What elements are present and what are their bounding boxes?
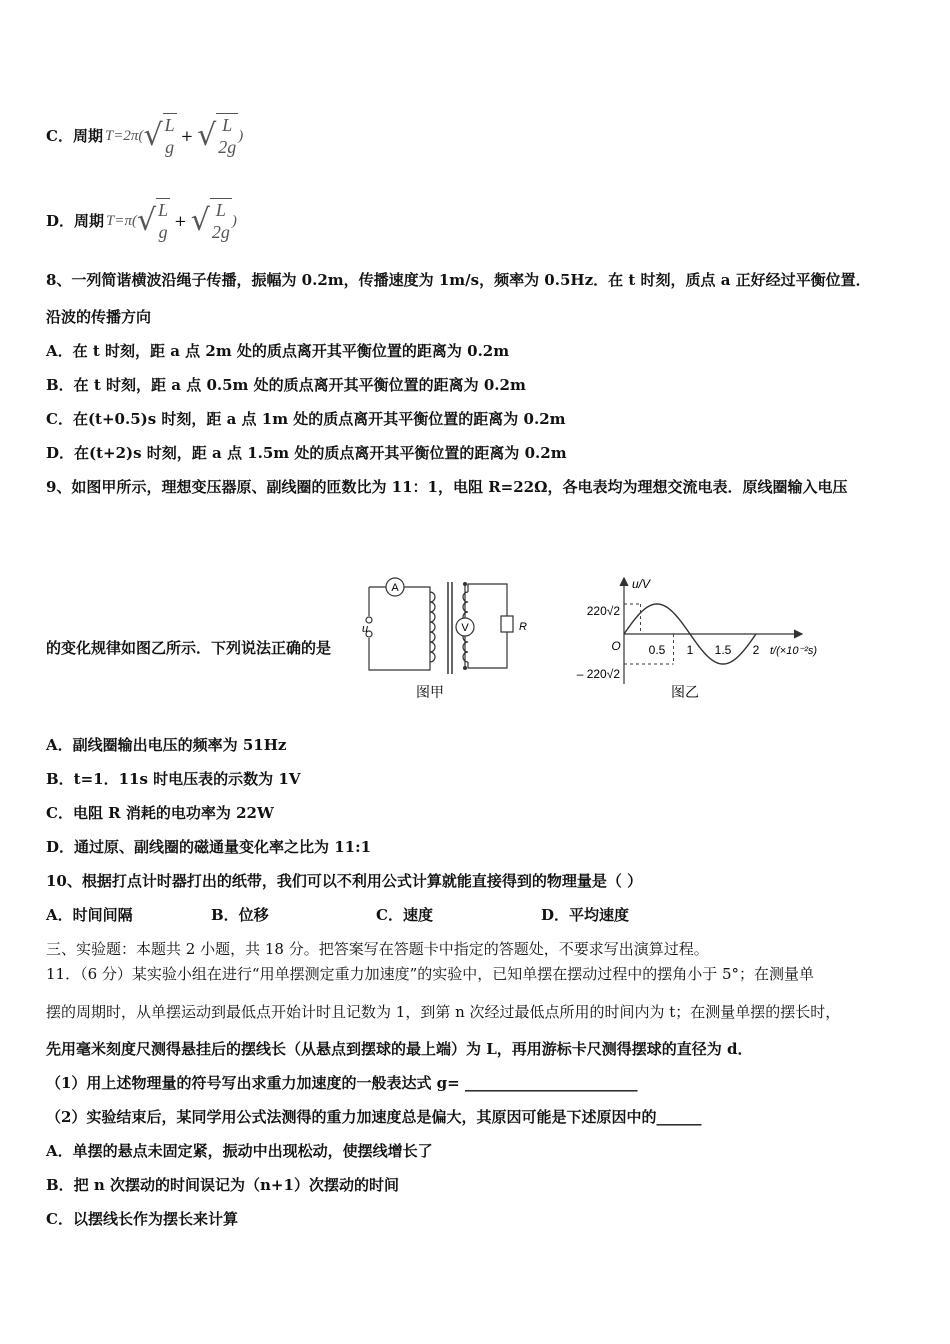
q11-stem-line2: 摆的周期时，从单摆运动到最低点开始计时且记数为 1，到第 n 次经过最低点所用的时间内为 t；在测量单摆的摆长时，	[46, 1003, 841, 1021]
numerator: L	[222, 115, 233, 135]
numerator: L	[158, 200, 169, 220]
numerator: L	[164, 115, 175, 135]
y-min-label: – 220√2	[576, 667, 620, 681]
sqrt-term: √ L 2g	[190, 200, 230, 242]
q9-option-c: C．电阻 R 消耗的电功率为 22W	[46, 804, 274, 822]
q10-option-a: A．时间间隔	[46, 906, 133, 924]
q8-option-a: A．在 t 时刻，距 a 点 2m 处的质点离开其平衡位置的距离为 0.2m	[46, 342, 510, 360]
q10-option-d: D．平均速度	[541, 906, 630, 924]
q8-stem-line2: 沿波的传播方向	[46, 308, 152, 326]
fraction	[163, 113, 177, 158]
q10-option-c: C．速度	[376, 906, 433, 924]
denominator: 2g	[211, 222, 230, 242]
denominator: 2g	[218, 137, 237, 157]
fraction	[156, 198, 170, 243]
q9-stem-line2: 的变化规律如图乙所示．下列说法正确的是	[46, 639, 332, 657]
q11-option-b: B．把 n 次摆动的时间误记为（n+1）次摆动的时间	[46, 1176, 399, 1194]
ammeter-label: A	[391, 582, 399, 594]
formula-lhs: T	[104, 127, 114, 144]
resistor-label: R	[519, 621, 527, 633]
sqrt-term: √ L g	[137, 200, 169, 242]
x-tick-label: 1.5	[714, 643, 732, 657]
denominator: g	[165, 137, 175, 157]
x-tick-label: 0.5	[648, 643, 666, 657]
figure-voltage-chart	[560, 572, 850, 702]
formula-close: )	[238, 127, 244, 144]
denominator: g	[158, 222, 168, 242]
section-heading: 三、实验题：本题共 2 小题，共 18 分。把答案写在答题卡中指定的答题处，不要求写出演算过程。	[46, 940, 709, 958]
formula-coefficient: =2π(	[113, 127, 144, 144]
q8-option-b: B．在 t 时刻，距 a 点 0.5m 处的质点离开其平衡位置的距离为 0.2m	[46, 376, 526, 394]
figure-transformer-circuit	[355, 572, 535, 702]
fraction	[210, 198, 232, 243]
voltmeter-label: V	[461, 622, 469, 634]
q11-option-a: A．单摆的悬点未固定紧，振动中出现松动，使摆线增长了	[46, 1142, 433, 1160]
fraction	[216, 113, 238, 158]
formula-coefficient: =π(	[114, 212, 137, 229]
formula-lhs: T	[106, 212, 115, 229]
q9-option-d: D．通过原、副线圈的磁通量变化率之比为 11:1	[46, 838, 372, 856]
figure-caption: 图乙	[671, 684, 699, 700]
x-tick-label: 1	[686, 643, 694, 657]
q9-option-a: A．副线圈输出电压的频率为 51Hz	[46, 736, 287, 754]
q10-options	[46, 905, 706, 925]
x-axis-label: t/(×10⁻²s)	[770, 645, 818, 657]
q11-stem-line3: 先用毫米刻度尺测得悬挂后的摆线长（从悬点到摆球的最上端）为 L，再用游标卡尺测得摆球的直径为 d．	[46, 1040, 753, 1058]
plus-sign: +	[174, 211, 187, 230]
origin-label: O	[611, 639, 621, 653]
q11-subquestion-1: （1）用上述物理量的符号写出求重力加速度的一般表达式 g= _______________________	[46, 1074, 638, 1092]
source-label: u	[361, 623, 369, 635]
x-tick-label: 2	[752, 643, 760, 657]
y-axis-label: u/V	[632, 577, 651, 591]
q10-stem: 10、根据打点计时器打出的纸带，我们可以不利用公式计算就能直接得到的物理量是（ ）	[46, 872, 643, 890]
q11-option-c: C．以摆线长作为摆长来计算	[46, 1210, 238, 1228]
numerator: L	[215, 200, 226, 220]
sqrt-term: √ L 2g	[197, 115, 237, 157]
sqrt-term: √ L g	[143, 115, 175, 157]
q11-subquestion-2: （2）实验结束后，某同学用公式法测得的重力加速度总是偏大，其原因可能是下述原因中的______	[46, 1108, 702, 1126]
q8-option-c: C．在(t+0.5)s 时刻，距 a 点 1m 处的质点离开其平衡位置的距离为 0.2m	[46, 410, 566, 428]
option-d-formula	[46, 198, 237, 243]
option-label: C．周期	[46, 126, 103, 145]
q9-stem-line1: 9、如图甲所示，理想变压器原、副线圈的匝数比为 11：1，电阻 R=22Ω，各电表均为理想交流电表．原线圈输入电压	[46, 478, 848, 496]
formula-close: )	[231, 212, 237, 229]
q9-option-b: B．t=1．11s 时电压表的示数为 1V	[46, 770, 301, 788]
q8-option-d: D．在(t+2)s 时刻，距 a 点 1.5m 处的质点离开其平衡位置的距离为 0.2m	[46, 444, 567, 462]
figure-caption: 图甲	[416, 684, 444, 700]
option-label: D．周期	[46, 211, 105, 230]
plus-sign: +	[180, 126, 194, 145]
option-c-formula	[46, 113, 243, 158]
q10-option-b: B．位移	[211, 906, 269, 924]
y-max-label: 220√2	[586, 604, 620, 618]
q8-stem-line1: 8、一列简谐横波沿绳子传播，振幅为 0.2m，传播速度为 1m/s，频率为 0.5Hz．在 t 时刻，质点 a 正好经过平衡位置．	[46, 271, 871, 289]
q11-stem-line1: 11．（6 分）某实验小组在进行“用单摆测定重力加速度”的实验中，已知单摆在摆动过程中的摆角小于 5°；在测量单	[46, 965, 815, 983]
